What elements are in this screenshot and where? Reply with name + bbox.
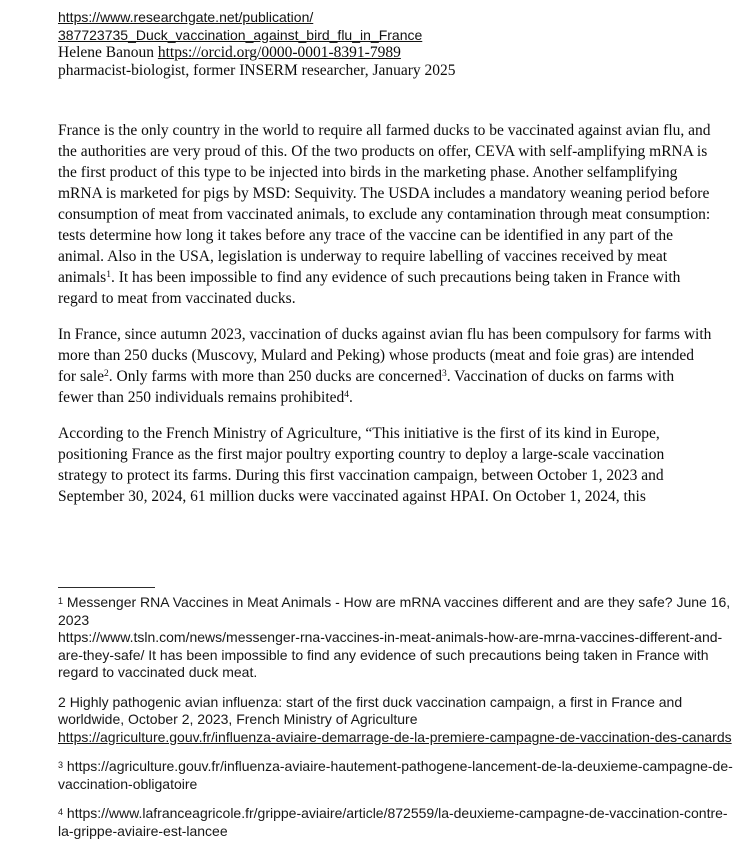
paragraph-3 [58,423,713,507]
paragraph-1 [58,120,713,309]
footnote-separator-rule [58,587,155,588]
document-header [58,9,735,79]
footnote-1 [58,594,734,682]
footnote-ref-3: 3 [441,369,447,379]
footnote-ref-1: 1 [106,270,111,280]
text-run: https://www.lafranceagricole.fr/grippe-aviaire/article/872559/la-deuxieme-campagne-de-vaccination-contre-la-grippe-aviaire-est-lancee [58,805,728,839]
footnotes-section [58,587,734,840]
author-line [58,44,735,62]
text-run: https://www.tsln.com/news/messenger-rna-vaccines-in-meat-animals-how-are-mrna-vaccines-different-and-are-they-safe/ It has been impossible to find any evidence of such precautions being taken in France with regard to vaccinated duck meat. [58,629,723,680]
researchgate-publication-link-continued[interactable]: 387723735_Duck_vaccination_against_bird_flu_in_France [58,26,423,43]
text-run: In France, since autumn 2023, vaccination of ducks against avian flu has been compulsory for farms with more than 250 ducks (Muscovy, Mulard and Peking) whose products (meat and foie gras) are intended for sale [58,326,712,385]
publication-url-line-1 [58,9,735,27]
footnote-marker-2: 2 [58,693,66,710]
text-run: https://agriculture.gouv.fr/influenza-aviaire-hautement-pathogene-lancement-de-la-deuxieme-campagne-de-vaccination-obligatoire [58,758,733,792]
paragraph-2 [58,324,713,408]
footnote-marker-3: 3 [58,759,64,770]
footnote-ref-2: 2 [104,369,109,379]
footnote-3 [58,758,734,793]
text-run: . [349,389,353,406]
author-title: pharmacist-biologist, former INSERM researcher, January 2025 [58,61,456,79]
url-link[interactable]: https://agriculture.gouv.fr/influenza-aviaire-demarrage-de-la-premiere-campagne-de-vaccination-des-canards [58,728,732,745]
footnote-list [58,594,734,840]
footnote-ref-4: 4 [344,390,350,400]
author-name: Helene Banoun [58,44,158,61]
text-run: . It has been impossible to find any evidence of such precautions being taken in France with regard to meat from vaccinated ducks. [58,269,681,307]
text-run: Highly pathogenic avian influenza: start of the first duck vaccination campaign, a first in France and worldwide, October 2, 2023, French Ministry of Agriculture [58,693,683,727]
footnote-marker-1: 1 [58,595,64,606]
article-body [58,120,713,507]
text-run: . Only farms with more than 250 ducks are concerned [108,368,442,385]
researchgate-publication-link[interactable]: https://www.researchgate.net/publication/ [58,9,314,25]
footnote-2 [58,694,734,747]
footnote-4 [58,805,734,840]
publication-url-line-2 [58,27,735,45]
footnote-marker-4: 4 [58,806,64,817]
text-run: Messenger RNA Vaccines in Meat Animals - How are mRNA vaccines different and are they safe? June 16, 2023 [58,594,731,628]
text-run: France is the only country in the world to require all farmed ducks to be vaccinated against avian flu, and the authorities are very proud of this. Of the two products on offer, CEVA with self-amplifying mRNA is the first product of this type to be injected into birds in the marketing phase. Another selfamplifying mRNA is marketed for pigs by MSD: Sequivity. The USDA includes a mandatory weaning period before consumption of meat from vaccinated animals, to exclude any contamination through meat consumption: tests determine how long it takes before any trace of the vaccine can be identified in any part of the animal. Also in the USA, legislation is underway to require labelling of vaccines received by meat animals [58,122,711,286]
text-run: . Vaccination of ducks on farms with fewer than 250 individuals remains prohibited [58,368,675,406]
text-run: According to the French Ministry of Agriculture, “This initiative is the first of its kind in Europe, positioning France as the first major poultry exporting country to deploy a large-scale vaccination strategy to protect its farms. During this first vaccination campaign, between October 1, 2023 and September 30, 2024, 61 million ducks were vaccinated against HPAI. On October 1, 2024, this [58,425,665,505]
orcid-link[interactable]: https://orcid.org/0000-0001-8391-7989 [157,44,401,61]
